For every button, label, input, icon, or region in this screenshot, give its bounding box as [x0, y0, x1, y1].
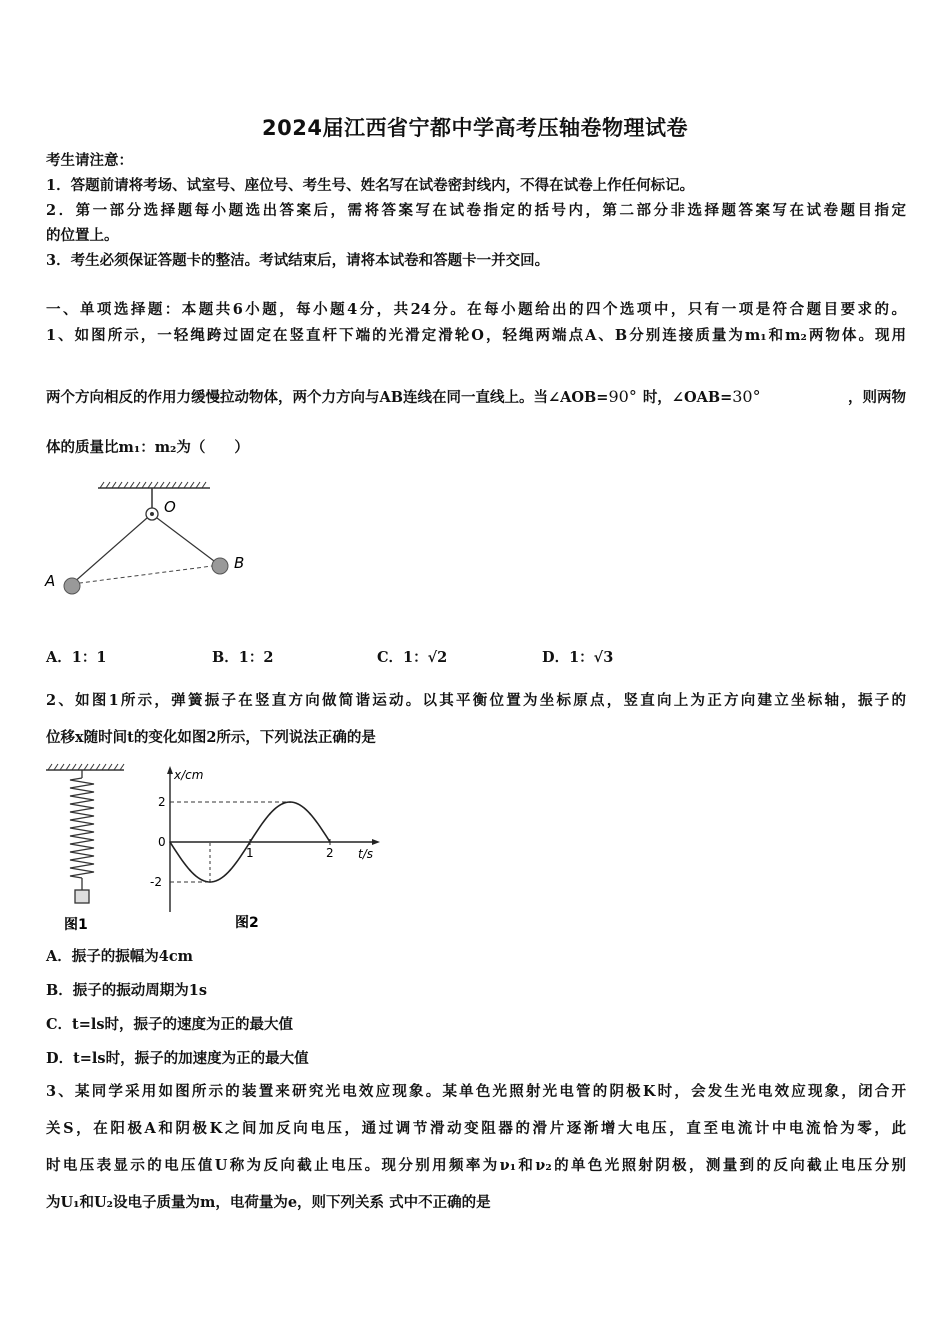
notice-item-3: 3．考生必须保证答题卡的整洁。考试结束后，请将本试卷和答题卡一并交回。 — [46, 252, 550, 269]
rope-right — [157, 518, 218, 564]
q1-option-c: C．1：√2 — [377, 649, 448, 666]
q3-stem-line3: 时电压表显示的电压值U称为反向截止电压。现分别用频率为ν₁和ν₂的单色光照射阴极，测量到的反向截止电压分别 — [46, 1157, 906, 1174]
q1-stem-line1: 1、如图所示，一轻绳跨过固定在竖直杆下端的光滑定滑轮O，轻绳两端点A、B分别连接质量为m₁和m₂两物体。现用 — [46, 327, 906, 344]
y-tick-label: 2 — [158, 795, 166, 809]
q2-option-b: B．振子的振动周期为1s — [46, 982, 208, 999]
data-point — [289, 801, 291, 803]
q3-stem-line1: 3、某同学采用如图所示的装置来研究光电效应现象。某单色光照射光电管的阴极K时，会发生光电效应现象，闭合开 — [46, 1083, 906, 1100]
notice-heading: 考生请注意： — [46, 152, 133, 169]
q2-option-a: A．振子的振幅为4cm — [46, 948, 194, 965]
notice-item-2-cont: 的位置上。 — [46, 227, 119, 244]
q1-stem-line2-part2: 时，∠OAB= — [642, 389, 733, 406]
q2-spring-figure — [44, 762, 134, 934]
y-axis-arrow — [167, 766, 173, 774]
q2-option-c: C．t=ls时，振子的速度为正的最大值 — [46, 1016, 294, 1033]
fig1-caption: 图1 — [64, 917, 88, 933]
q1-pulley-figure — [40, 480, 280, 605]
q1-angle-aob: 90° — [608, 387, 637, 406]
label-a: A — [45, 572, 56, 590]
label-o: O — [164, 498, 176, 516]
ab-dashed-line — [72, 565, 220, 584]
section-heading: 一、单项选择题：本题共6小题，每小题4分，共24分。在每小题给出的四个选项中，只有一项是符合题目要求的。 — [46, 301, 906, 318]
q2-stem-line1: 2、如图1所示，弹簧振子在竖直方向做简谐运动。以其平衡位置为坐标原点，竖直向上为正方向建立坐标轴，振子的 — [46, 692, 906, 709]
rope-left — [72, 518, 147, 584]
y-tick-label: 0 — [158, 835, 166, 849]
data-point — [189, 869, 191, 871]
notice-item-2: 2．第一部分选择题每小题选出答案后，需将答案写在试卷指定的括号内，第二部分非选择题答案写在试卷题目指定 — [46, 202, 906, 219]
q1-option-a: A．1：1 — [46, 649, 107, 666]
ball-b — [212, 558, 228, 574]
spring-coil — [70, 778, 94, 878]
oscillator-mass — [75, 890, 89, 903]
q1-angle-oab: 30° — [732, 387, 761, 406]
q2-xt-graph — [140, 762, 390, 934]
pulley-axle — [150, 512, 154, 516]
x-axis-arrow — [372, 839, 380, 845]
fig2-caption: 图2 — [235, 915, 259, 931]
data-point — [169, 841, 171, 843]
q1-stem-line2 — [46, 386, 906, 409]
q1-option-d: D．1：√3 — [542, 649, 614, 666]
q1-stem-line3: 体的质量比m₁：m₂为（ ） — [46, 439, 249, 456]
data-point — [269, 813, 271, 815]
x-tick-label: 1 — [246, 846, 254, 860]
q2-option-d: D．t=ls时，振子的加速度为正的最大值 — [46, 1050, 309, 1067]
label-b: B — [234, 554, 245, 572]
q1-option-b: B．1：2 — [212, 649, 274, 666]
q3-stem-line2: 关S，在阳极A和阴极K之间加反向电压，通过调节滑动变阻器的滑片逐渐增大电压，直至电流计中电流恰为零，此 — [46, 1120, 906, 1137]
q3-stem-line4: 为U₁和U₂设电子质量为m，电荷量为e，则下列关系 式中不正确的是 — [46, 1194, 491, 1211]
x-axis-label: t/s — [358, 847, 373, 861]
q2-stem-line2: 位移x随时间t的变化如图2所示，下列说法正确的是 — [46, 729, 376, 746]
notice-item-1: 1．答题前请将考场、试室号、座位号、考生号、姓名写在试卷密封线内，不得在试卷上作任何标记。 — [46, 177, 695, 194]
q1-stem-line2-part3: ，则两物 — [848, 389, 906, 406]
x-tick-label: 2 — [326, 846, 334, 860]
ball-a — [64, 578, 80, 594]
ceiling-hatch — [100, 482, 206, 488]
page-title: 2024届江西省宁都中学高考压轴卷物理试卷 — [262, 116, 688, 140]
y-axis-label: x/cm — [174, 768, 204, 782]
data-point — [309, 813, 311, 815]
y-tick-label: -2 — [150, 875, 162, 889]
data-point — [209, 881, 211, 883]
data-point — [229, 869, 231, 871]
q1-stem-line2-part1: 两个方向相反的作用力缓慢拉动物体，两个力方向与AB连线在同一直线上。当∠AOB= — [46, 389, 609, 406]
